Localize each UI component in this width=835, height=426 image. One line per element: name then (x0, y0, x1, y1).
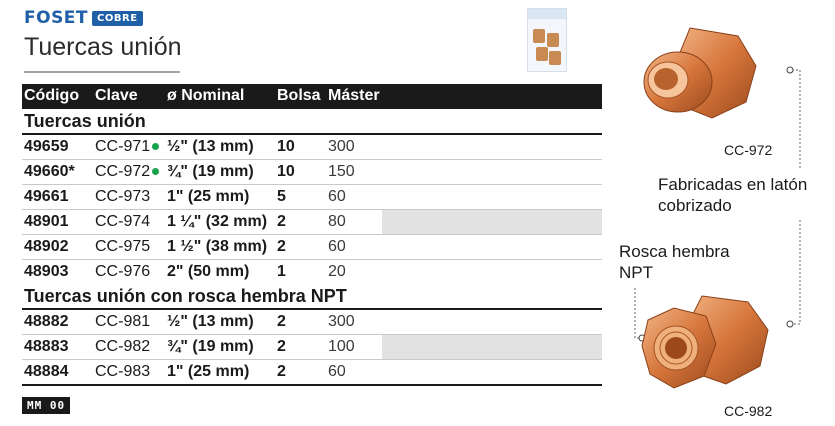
availability-dot (152, 168, 159, 175)
cell-text: 2 (277, 213, 286, 230)
product-label-top: CC-972 (724, 142, 773, 158)
cell-key (95, 263, 150, 281)
header-code: Código (24, 87, 80, 104)
cell-text: 48882 (24, 313, 69, 330)
cell-nominal (167, 363, 249, 381)
title-divider (24, 71, 180, 73)
cell-nominal (167, 163, 254, 181)
package-image (527, 8, 567, 72)
cell-text: 2 (277, 338, 286, 355)
table-header (22, 84, 602, 109)
product-table (22, 84, 602, 386)
cell-text: ¾" (19 mm) (167, 338, 254, 355)
cell-text: CC-974 (95, 213, 151, 230)
section-title: Tuercas unión con rosca hembra NPT (24, 286, 347, 306)
page-title: Tuercas unión (24, 33, 182, 61)
section-title: Tuercas unión (24, 111, 146, 131)
cell-text: CC-981 (95, 313, 151, 330)
cell-key (95, 163, 159, 181)
product-label-bottom: CC-982 (724, 403, 773, 419)
table-row (22, 209, 602, 234)
section-heading (22, 109, 602, 133)
cell-code (24, 138, 69, 156)
cell-text: 1 ½" (38 mm) (167, 238, 268, 255)
cell-text: 2 (277, 363, 286, 380)
cell-text: 48883 (24, 338, 69, 355)
cell-key (95, 213, 150, 231)
cell-text: 48901 (24, 213, 69, 230)
cell-master (328, 238, 346, 256)
cell-bag (277, 363, 286, 381)
cell-key (95, 363, 150, 381)
cell-master (328, 338, 355, 356)
cell-nominal (167, 263, 249, 281)
cell-code (24, 313, 69, 331)
cell-code (24, 338, 69, 356)
cell-text: CC-973 (95, 188, 151, 205)
cell-text: CC-976 (95, 263, 151, 280)
cell-master (328, 313, 355, 331)
cell-text: ½" (13 mm) (167, 138, 254, 155)
cell-text: CC-975 (95, 238, 151, 255)
cell-bag (277, 238, 286, 256)
cell-text: 49660* (24, 163, 75, 180)
cell-nominal (167, 138, 254, 156)
cell-code (24, 363, 69, 381)
table-row (22, 133, 602, 159)
cell-text: 60 (328, 363, 346, 380)
cell-master (328, 213, 346, 231)
table-row (22, 159, 602, 184)
footer-badge: MM 00 (22, 397, 70, 414)
cell-text: 2 (277, 313, 286, 330)
table-row (22, 259, 602, 284)
cell-code (24, 263, 69, 281)
row-shading (382, 335, 602, 359)
cell-text: 60 (328, 188, 346, 205)
cell-key (95, 313, 150, 331)
cell-text: 48903 (24, 263, 69, 280)
cell-bag (277, 338, 286, 356)
table-end-rule (22, 384, 602, 386)
thread-note: Rosca hembra NPT (619, 242, 730, 282)
brand-name: FOSET (24, 8, 89, 28)
cell-text: CC-982 (95, 338, 151, 355)
cell-master (328, 363, 346, 381)
cell-text: 2" (50 mm) (167, 263, 250, 280)
cell-master (328, 263, 346, 281)
table-row (22, 184, 602, 209)
cell-text: 300 (328, 138, 355, 155)
cell-text: 100 (328, 338, 355, 355)
cell-master (328, 138, 355, 156)
cell-text: 48884 (24, 363, 69, 380)
cell-nominal (167, 213, 267, 231)
table-row (22, 308, 602, 334)
cell-text: 80 (328, 213, 346, 230)
cell-nominal (167, 313, 254, 331)
cell-text: 300 (328, 313, 355, 330)
cell-key (95, 338, 150, 356)
cell-text: 10 (277, 138, 295, 155)
cell-bag (277, 163, 295, 181)
brand-logo (24, 8, 143, 28)
table-row (22, 234, 602, 259)
cell-bag (277, 138, 295, 156)
cell-text: ¾" (19 mm) (167, 163, 254, 180)
cell-code (24, 163, 75, 181)
cell-text: 48902 (24, 238, 69, 255)
row-shading (382, 210, 602, 234)
material-note: Fabricadas en latón cobrizado (658, 175, 808, 215)
header-bag: Bolsa (277, 87, 321, 104)
cell-nominal (167, 188, 249, 206)
cell-text: 2 (277, 238, 286, 255)
cell-text: 49659 (24, 138, 69, 155)
cell-master (328, 163, 355, 181)
section-heading (22, 284, 602, 308)
cell-bag (277, 213, 286, 231)
cell-text: 60 (328, 238, 346, 255)
cell-key (95, 238, 150, 256)
cell-code (24, 213, 69, 231)
availability-dot (152, 143, 159, 150)
cell-text: 150 (328, 163, 355, 180)
cell-bag (277, 313, 286, 331)
header-key: Clave (95, 87, 138, 104)
cell-text: 1" (25 mm) (167, 363, 250, 380)
header-master: Máster (328, 87, 380, 104)
cell-key (95, 188, 150, 206)
cell-text: 1 (277, 263, 286, 280)
cell-text: CC-971 (95, 138, 151, 155)
cell-text: 20 (328, 263, 346, 280)
cell-text: 1 ¼" (32 mm) (167, 213, 268, 230)
cell-text: 1" (25 mm) (167, 188, 250, 205)
table-body (22, 109, 602, 384)
union-fitting-image-bottom (640, 292, 772, 398)
cell-bag (277, 188, 286, 206)
cell-text: 10 (277, 163, 295, 180)
cell-code (24, 238, 69, 256)
cell-nominal (167, 238, 267, 256)
cell-nominal (167, 338, 254, 356)
cell-text: 5 (277, 188, 286, 205)
cell-text: ½" (13 mm) (167, 313, 254, 330)
cell-text: 49661 (24, 188, 69, 205)
cell-text: CC-972 (95, 163, 151, 180)
cell-key (95, 138, 159, 156)
cell-code (24, 188, 69, 206)
table-row (22, 334, 602, 359)
cell-master (328, 188, 346, 206)
header-nominal: ø Nominal (167, 87, 245, 104)
table-row (22, 359, 602, 384)
brand-badge: COBRE (92, 11, 143, 26)
cell-bag (277, 263, 286, 281)
cell-text: CC-983 (95, 363, 151, 380)
